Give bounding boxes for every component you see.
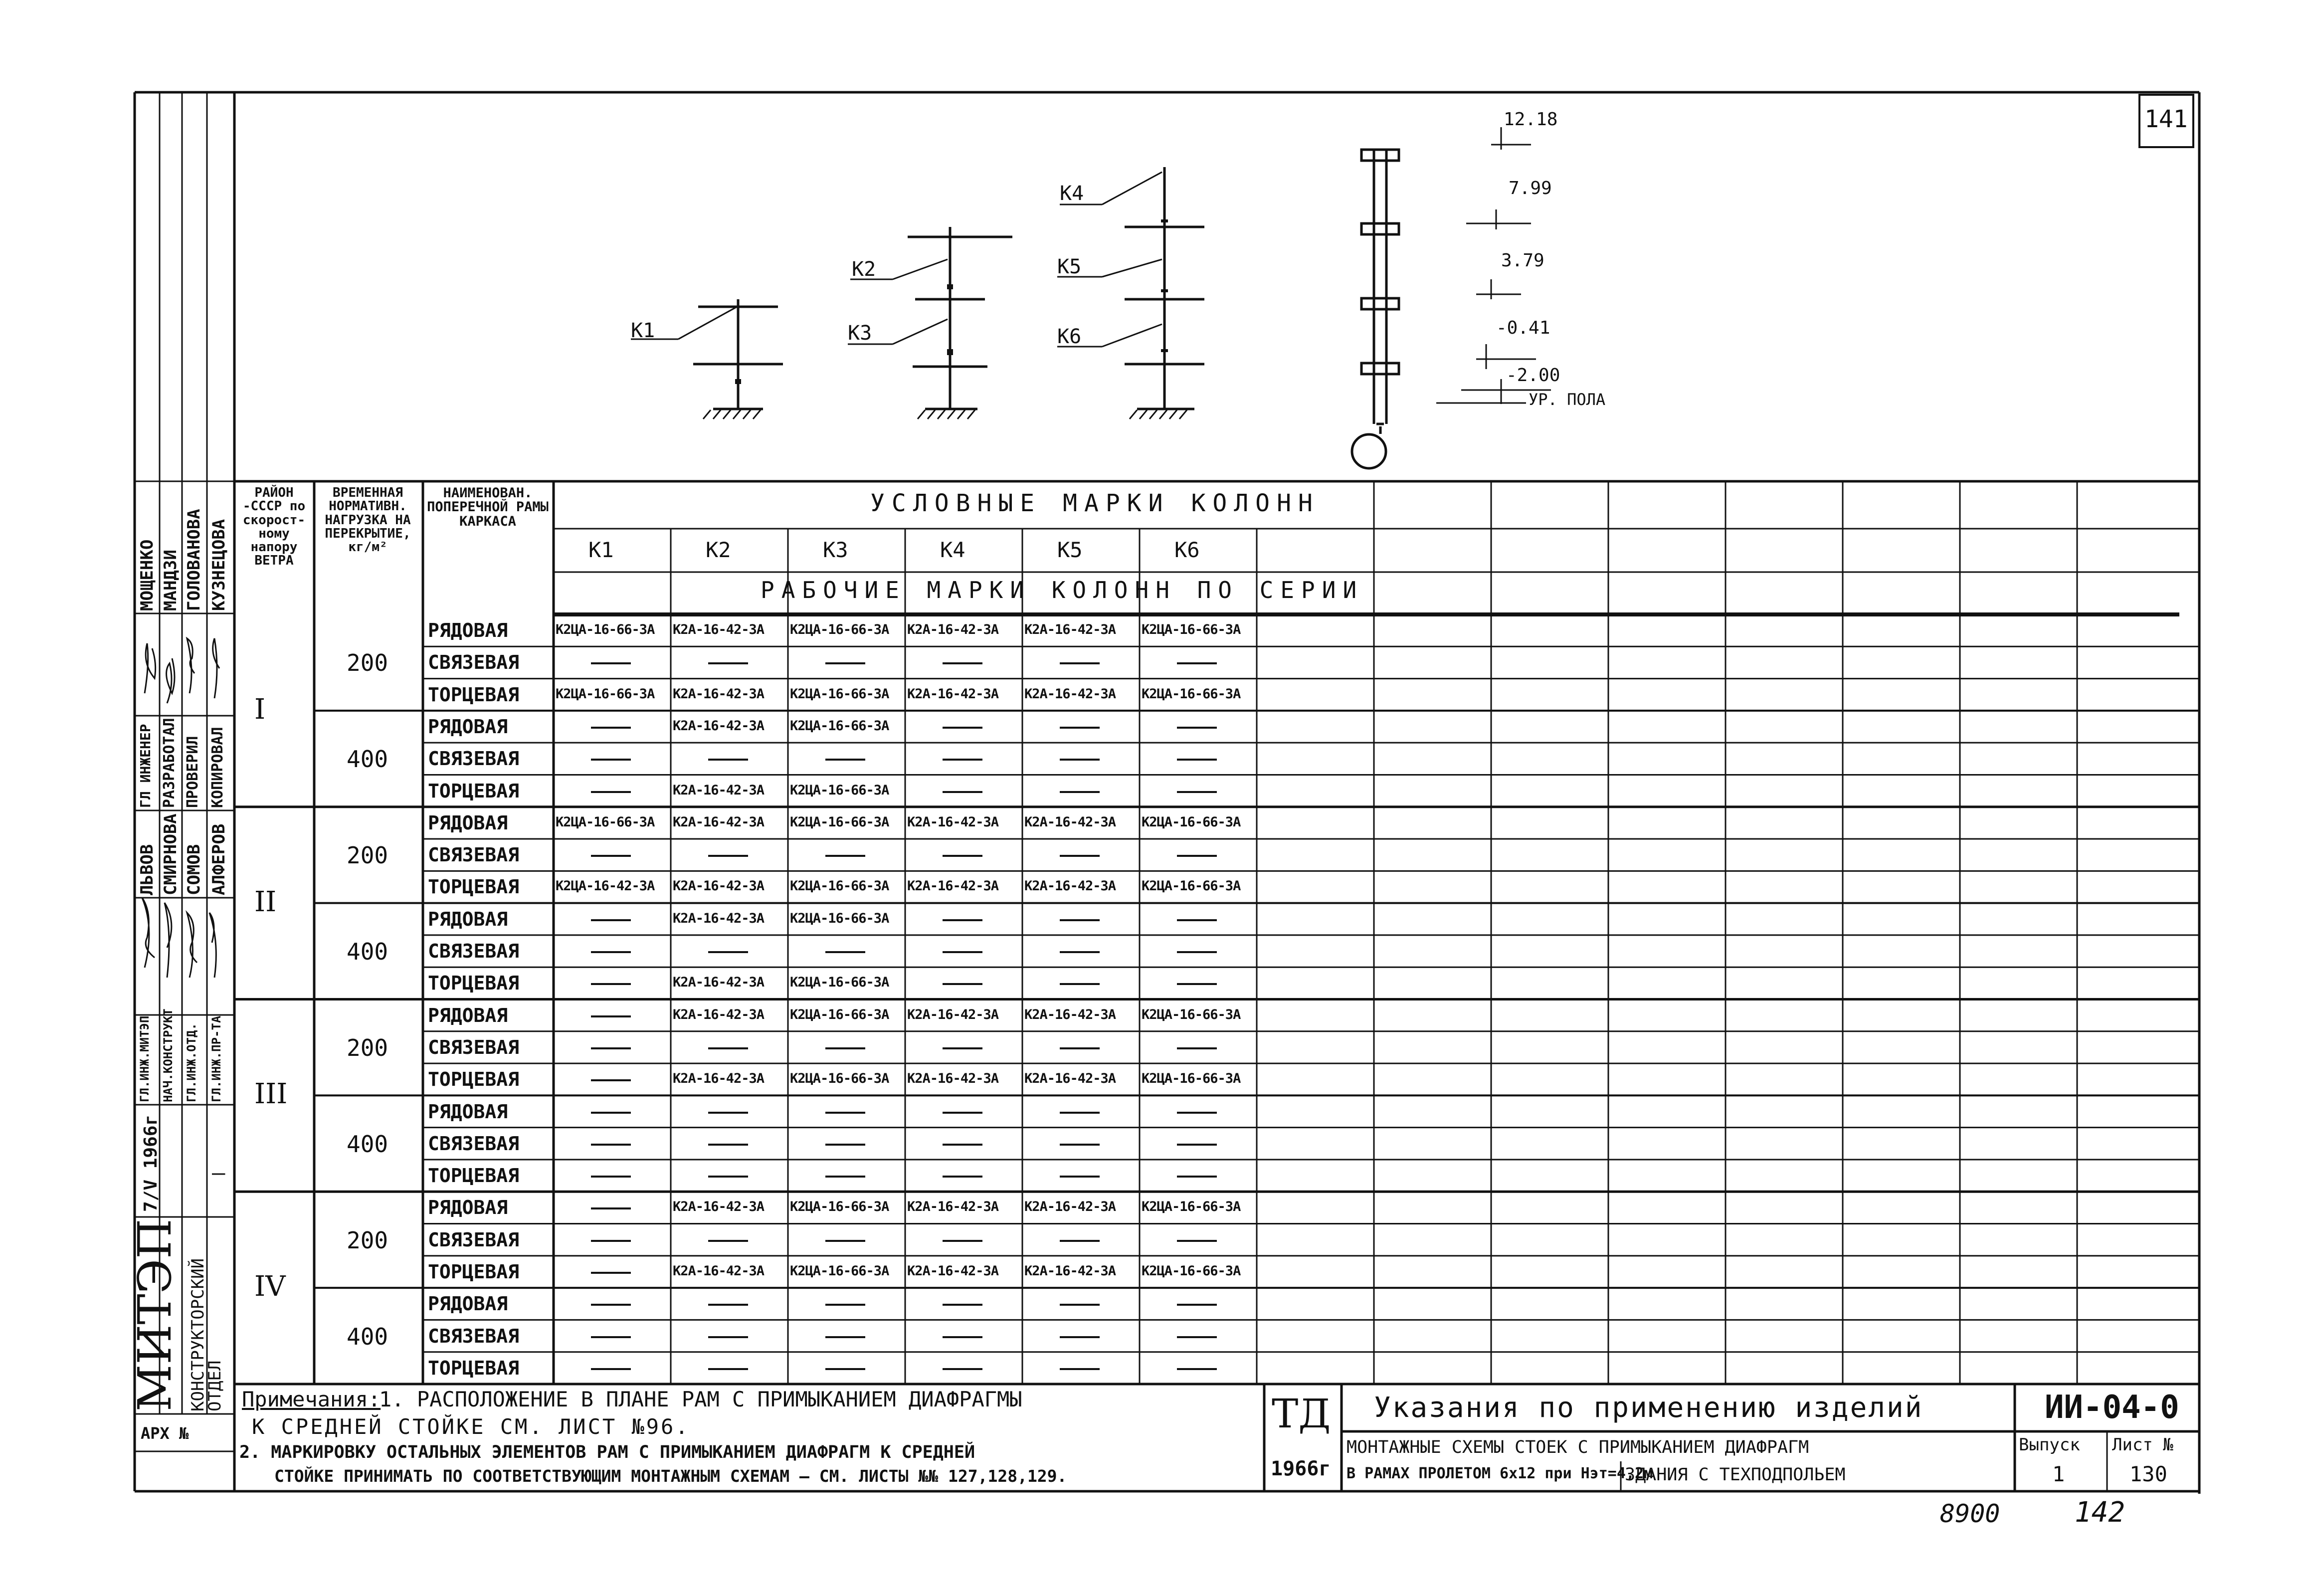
column-mark-cell: К2ЦА-16-66-3А — [790, 1199, 889, 1215]
empty-cell-dash — [943, 1368, 982, 1370]
empty-cell-dash — [825, 1336, 865, 1338]
margin-arch-no: АРХ № — [141, 1424, 189, 1443]
column-mark-cell: К2А-16-42-3А — [673, 718, 765, 734]
empty-cell-dash — [708, 1176, 748, 1178]
column-header-k2: К2 — [706, 538, 731, 562]
empty-cell-dash — [591, 1079, 631, 1081]
empty-cell-dash — [708, 1304, 748, 1306]
margin-name-moshchenko: МОЩЕНКО — [137, 539, 157, 611]
empty-cell-dash — [943, 1047, 982, 1049]
column-mark-cell: К2А-16-42-3А — [1024, 622, 1116, 638]
column-mark-cell: К2А-16-42-3А — [1024, 1199, 1116, 1215]
empty-cell-dash — [1060, 1176, 1100, 1178]
column-mark-cell: К2А-16-42-3А — [907, 814, 999, 830]
frame-name: ТОРЦЕВАЯ — [428, 1165, 520, 1187]
frame-name: ТОРЦЕВАЯ — [428, 972, 520, 995]
margin-org-mitep: МИТЭП — [128, 1218, 182, 1411]
column-mark-cell: К2А-16-42-3А — [673, 1263, 765, 1279]
margin-name-smirnova: СМИРНОВА — [161, 813, 181, 895]
margin-role-chief-mitep: ГЛ.ИНЖ.МИТЭП — [138, 1015, 152, 1102]
empty-cell-dash — [591, 1304, 631, 1306]
margin-name-lvov: ЛЬВОВ — [137, 844, 157, 895]
column-header-k3: К3 — [823, 538, 848, 562]
empty-cell-dash — [1060, 759, 1100, 761]
column-mark-cell: К2ЦА-16-66-3А — [556, 622, 655, 638]
column-mark-cell: К2ЦА-16-66-3А — [790, 910, 889, 926]
frame-name: ТОРЦЕВАЯ — [428, 876, 520, 898]
empty-cell-dash — [1060, 1336, 1100, 1338]
frame-name: РЯДОВАЯ — [428, 1004, 508, 1026]
empty-cell-dash — [943, 662, 982, 664]
column-header-k4: К4 — [940, 538, 965, 562]
empty-cell-dash — [1177, 919, 1217, 921]
empty-cell-dash — [943, 1304, 982, 1306]
column-mark-cell: К2ЦА-16-42-3А — [556, 878, 655, 894]
frame-name: СВЯЗЕВАЯ — [428, 940, 520, 963]
empty-cell-dash — [708, 759, 748, 761]
empty-cell-dash — [1060, 919, 1100, 921]
empty-cell-dash — [825, 759, 865, 761]
empty-cell-dash — [591, 1207, 631, 1209]
frame-name: СВЯЗЕВАЯ — [428, 844, 520, 866]
empty-cell-dash — [1177, 791, 1217, 793]
frame-name: СВЯЗЕВАЯ — [428, 748, 520, 770]
region-label: I — [254, 693, 266, 726]
empty-cell-dash — [1177, 1144, 1217, 1146]
region-label: II — [254, 885, 277, 918]
frame-name: ТОРЦЕВАЯ — [428, 1260, 520, 1283]
note-2a: 2. МАРКИРОВКУ ОСТАЛЬНЫХ ЭЛЕМЕНТОВ РАМ С ПРИМЫКАНИЕМ ДИАФРАГМ К СРЕДНЕЙ — [239, 1442, 975, 1462]
empty-cell-dash — [591, 791, 631, 793]
frame-name: СВЯЗЕВАЯ — [428, 1325, 520, 1347]
column-mark-cell: К2ЦА-16-66-3А — [790, 878, 889, 894]
empty-cell-dash — [825, 662, 865, 664]
header-series-title: РАБОЧИЕ МАРКИ КОЛОНН ПО СЕРИИ — [761, 577, 1364, 603]
margin-role-chief-project: ГЛ.ИНЖ.ПР-ТА — [209, 1015, 223, 1102]
frame-name: ТОРЦЕВАЯ — [428, 683, 520, 706]
empty-cell-dash — [708, 1240, 748, 1242]
header-frame: НАИМЕНОВАН. ПОПЕРЕЧНОЙ РАМЫ КАРКАСА — [427, 485, 549, 529]
frame-name: РЯДОВАЯ — [428, 1293, 508, 1315]
empty-cell-dash — [943, 791, 982, 793]
empty-cell-dash — [708, 1047, 748, 1049]
empty-cell-dash — [591, 951, 631, 953]
column-mark-cell: К2А-16-42-3А — [907, 686, 999, 702]
column-mark-cell: К2А-16-42-3А — [673, 1006, 765, 1022]
column-header-k6: К6 — [1174, 538, 1200, 562]
empty-cell-dash — [591, 855, 631, 857]
region-label: III — [254, 1078, 288, 1111]
column-mark-cell: К2ЦА-16-66-3А — [790, 975, 889, 991]
frame-name: ТОРЦЕВАЯ — [428, 1068, 520, 1091]
empty-cell-dash — [1060, 1240, 1100, 1242]
column-mark-cell: К2А-16-42-3А — [907, 1199, 999, 1215]
empty-cell-dash — [1177, 951, 1217, 953]
empty-cell-dash — [591, 727, 631, 729]
load-value: 200 — [347, 1226, 388, 1254]
stamp-issue-label: Выпуск — [2019, 1435, 2080, 1455]
frame-name: РЯДОВАЯ — [428, 908, 508, 930]
empty-cell-dash — [1177, 1176, 1217, 1178]
column-mark-cell: К2ЦА-16-66-3А — [790, 814, 889, 830]
column-header-k5: К5 — [1057, 538, 1083, 562]
column-mark-cell: К2ЦА-16-66-3А — [790, 1071, 889, 1087]
empty-cell-dash — [1060, 1368, 1100, 1370]
column-mark-cell: К2ЦА-16-66-3А — [1142, 1199, 1241, 1215]
empty-cell-dash — [943, 1112, 982, 1114]
empty-cell-dash — [1060, 983, 1100, 985]
stamp-code: ИИ-04-0 — [2045, 1389, 2179, 1426]
column-mark-cell: К2А-16-42-3А — [1024, 1006, 1116, 1022]
load-value: 200 — [347, 649, 388, 677]
column-mark-cell: К2ЦА-16-66-3А — [790, 782, 889, 798]
elevation-minus-0-41: -0.41 — [1496, 318, 1550, 338]
frame-name: РЯДОВАЯ — [428, 1100, 508, 1123]
stamp-issue: 1 — [2052, 1462, 2065, 1486]
margin-name-alferov: АЛФЕРОВ — [209, 823, 229, 895]
empty-cell-dash — [943, 1240, 982, 1242]
margin-role-developed: РАЗРАБОТАЛ — [161, 718, 178, 808]
empty-cell-dash — [1060, 791, 1100, 793]
footer-number-2: 142 — [2075, 1496, 2125, 1529]
empty-cell-dash — [1177, 855, 1217, 857]
empty-cell-dash — [708, 855, 748, 857]
column-mark-cell: К2А-16-42-3А — [673, 975, 765, 991]
empty-cell-dash — [1177, 759, 1217, 761]
empty-cell-dash — [591, 1144, 631, 1146]
column-mark-cell: К2ЦА-16-66-3А — [1142, 1006, 1241, 1022]
empty-cell-dash — [1177, 1304, 1217, 1306]
empty-cell-dash — [708, 1336, 748, 1338]
empty-cell-dash — [1177, 662, 1217, 664]
empty-cell-dash — [1177, 983, 1217, 985]
column-mark-cell: К2А-16-42-3А — [1024, 1071, 1116, 1087]
load-value: 200 — [347, 842, 388, 869]
empty-cell-dash — [591, 919, 631, 921]
empty-cell-dash — [1060, 1047, 1100, 1049]
column-mark-cell: К2ЦА-16-66-3А — [556, 814, 655, 830]
empty-cell-dash — [1060, 662, 1100, 664]
notes-title: Примечания: — [242, 1387, 381, 1411]
empty-cell-dash — [1177, 1047, 1217, 1049]
elevation-minus-2-00: -2.00 — [1506, 365, 1560, 386]
elevation-12-18: 12.18 — [1504, 109, 1558, 130]
column-mark-cell: К2ЦА-16-66-3А — [790, 686, 889, 702]
stamp-subtitle-1: МОНТАЖНЫЕ СХЕМЫ СТОЕК С ПРИМЫКАНИЕМ ДИАФРАГМ — [1347, 1437, 1809, 1457]
column-header-k1: К1 — [588, 538, 614, 562]
stamp-td: ТД — [1272, 1391, 1331, 1437]
empty-cell-dash — [825, 1112, 865, 1114]
column-mark-cell: К2А-16-42-3А — [1024, 814, 1116, 830]
column-mark-cell: К2А-16-42-3А — [1024, 686, 1116, 702]
load-value: 200 — [347, 1034, 388, 1061]
column-mark-cell: К2А-16-42-3А — [1024, 1263, 1116, 1279]
column-mark-cell: К2ЦА-16-66-3А — [1142, 686, 1241, 702]
stamp-sheet-label: Лист № — [2112, 1435, 2173, 1455]
column-mark-cell: К2А-16-42-3А — [907, 622, 999, 638]
empty-cell-dash — [943, 855, 982, 857]
empty-cell-dash — [943, 759, 982, 761]
diagram-label-k6: К6 — [1057, 325, 1082, 348]
empty-cell-dash — [1177, 1240, 1217, 1242]
empty-cell-dash — [708, 951, 748, 953]
diagram-label-k5: К5 — [1057, 255, 1082, 278]
empty-cell-dash — [1060, 1112, 1100, 1114]
margin-dash: – — [212, 1160, 225, 1186]
frame-name: СВЯЗЕВАЯ — [428, 1132, 520, 1155]
empty-cell-dash — [1060, 855, 1100, 857]
empty-cell-dash — [1060, 951, 1100, 953]
diagram-label-k1: К1 — [631, 319, 655, 342]
column-mark-cell: К2ЦА-16-66-3А — [1142, 1071, 1241, 1087]
footer-number-1: 8900 — [1940, 1499, 2000, 1528]
margin-role-chief-engineer: ГЛ ИНЖЕНЕР — [137, 724, 154, 808]
empty-cell-dash — [1177, 727, 1217, 729]
column-mark-cell: К2А-16-42-3А — [673, 910, 765, 926]
margin-role-checked: ПРОВЕРИЛ — [184, 736, 201, 808]
stamp-subtitle-2a: В РАМАХ ПРОЛЕТОМ 6х12 при Hэт=4,2м — [1347, 1465, 1653, 1482]
empty-cell-dash — [1177, 1112, 1217, 1114]
column-mark-cell: К2А-16-42-3А — [907, 878, 999, 894]
stamp-sheet: 130 — [2129, 1462, 2167, 1486]
empty-cell-dash — [591, 662, 631, 664]
frame-name: СВЯЗЕВАЯ — [428, 1228, 520, 1251]
load-value: 400 — [347, 938, 388, 966]
empty-cell-dash — [825, 855, 865, 857]
column-mark-cell: К2ЦА-16-66-3А — [790, 1006, 889, 1022]
header-load: ВРЕМЕННАЯ НОРМАТИВН. НАГРУЗКА НА ПЕРЕКРЫТИЕ, кг/м² — [325, 485, 411, 555]
column-mark-cell: К2А-16-42-3А — [673, 1199, 765, 1215]
frame-name: ТОРЦЕВАЯ — [428, 780, 520, 802]
empty-cell-dash — [591, 1368, 631, 1370]
margin-role-head-design: НАЧ.КОНСТРУКТ — [161, 1008, 175, 1102]
header-marks-title: УСЛОВНЫЕ МАРКИ КОЛОНН — [870, 489, 1320, 517]
diagram-label-k2: К2 — [852, 258, 876, 281]
empty-cell-dash — [1060, 727, 1100, 729]
empty-cell-dash — [1177, 1336, 1217, 1338]
empty-cell-dash — [591, 1336, 631, 1338]
column-mark-cell: К2А-16-42-3А — [907, 1006, 999, 1022]
diagram-label-k4: К4 — [1060, 182, 1084, 205]
empty-cell-dash — [943, 1336, 982, 1338]
column-mark-cell: К2ЦА-16-66-3А — [1142, 878, 1241, 894]
frame-name: РЯДОВАЯ — [428, 619, 508, 642]
empty-cell-dash — [708, 1112, 748, 1114]
empty-cell-dash — [1060, 1304, 1100, 1306]
column-mark-cell: К2А-16-42-3А — [1024, 878, 1116, 894]
column-mark-cell: К2ЦА-16-66-3А — [790, 622, 889, 638]
note-1a: 1. РАСПОЛОЖЕНИЕ В ПЛАНЕ РАМ С ПРИМЫКАНИЕМ ДИАФРАГМЫ — [379, 1387, 1022, 1411]
empty-cell-dash — [591, 1112, 631, 1114]
empty-cell-dash — [825, 1144, 865, 1146]
frame-name: РЯДОВАЯ — [428, 716, 508, 738]
column-mark-cell: К2А-16-42-3А — [673, 1071, 765, 1087]
elevation-7-99: 7.99 — [1509, 178, 1552, 199]
empty-cell-dash — [591, 759, 631, 761]
column-mark-cell: К2А-16-42-3А — [673, 782, 765, 798]
margin-name-somov: СОМОВ — [184, 844, 204, 895]
column-mark-cell: К2ЦА-16-66-3А — [1142, 814, 1241, 830]
load-value: 400 — [347, 746, 388, 773]
stamp-title: Указания по применению изделий — [1374, 1392, 1924, 1424]
frame-name: РЯДОВАЯ — [428, 1197, 508, 1219]
sheet-corner-number: 141 — [2144, 105, 2188, 133]
frame-name: ТОРЦЕВАЯ — [428, 1357, 520, 1379]
column-mark-cell: К2А-16-42-3А — [907, 1263, 999, 1279]
empty-cell-dash — [943, 1176, 982, 1178]
column-mark-cell: К2ЦА-16-66-3А — [556, 686, 655, 702]
empty-cell-dash — [708, 1144, 748, 1146]
floor-level-label: УР. ПОЛА — [1529, 390, 1606, 409]
empty-cell-dash — [825, 1368, 865, 1370]
empty-cell-dash — [591, 1272, 631, 1274]
margin-name-mandzi: МАНДЗИ — [161, 550, 181, 611]
margin-name-kuznetsova: КУЗНЕЦОВА — [209, 519, 229, 611]
region-label: IV — [254, 1270, 286, 1303]
empty-cell-dash — [591, 1047, 631, 1049]
empty-cell-dash — [825, 1240, 865, 1242]
stamp-year: 1966г — [1271, 1457, 1331, 1480]
margin-dept: КОНСТРУКТОРСКИЙ ОТДЕЛ — [188, 1258, 225, 1411]
empty-cell-dash — [825, 1047, 865, 1049]
note-1b: К СРЕДНЕЙ СТОЙКЕ СМ. ЛИСТ №96. — [252, 1414, 690, 1439]
empty-cell-dash — [943, 1144, 982, 1146]
load-value: 400 — [347, 1323, 388, 1350]
frame-name: РЯДОВАЯ — [428, 811, 508, 834]
column-mark-cell: К2А-16-42-3А — [673, 878, 765, 894]
elevation-3-79: 3.79 — [1501, 250, 1544, 271]
diagram-label-k3: К3 — [848, 322, 872, 345]
column-mark-cell: К2ЦА-16-66-3А — [1142, 1263, 1241, 1279]
empty-cell-dash — [591, 983, 631, 985]
empty-cell-dash — [591, 1176, 631, 1178]
empty-cell-dash — [943, 727, 982, 729]
empty-cell-dash — [943, 919, 982, 921]
frame-name: СВЯЗЕВАЯ — [428, 1036, 520, 1058]
header-region: РАЙОН -СССР по скорост-ному напору ВЕТРА — [242, 485, 306, 569]
margin-date: 7/V 1966г — [141, 1114, 161, 1212]
empty-cell-dash — [943, 951, 982, 953]
empty-cell-dash — [591, 1240, 631, 1242]
column-mark-cell: К2ЦА-16-66-3А — [790, 1263, 889, 1279]
frame-name: СВЯЗЕВАЯ — [428, 651, 520, 674]
empty-cell-dash — [708, 1368, 748, 1370]
empty-cell-dash — [1060, 1144, 1100, 1146]
column-mark-cell: К2А-16-42-3А — [907, 1071, 999, 1087]
empty-cell-dash — [591, 1015, 631, 1017]
empty-cell-dash — [825, 1304, 865, 1306]
load-value: 400 — [347, 1130, 388, 1158]
empty-cell-dash — [708, 662, 748, 664]
note-2b: СТОЙКЕ ПРИНИМАТЬ ПО СООТВЕТСТВУЮЩИМ МОНТАЖНЫМ СХЕМАМ – СМ. ЛИСТЫ №№ 127,128,129. — [274, 1466, 1067, 1486]
margin-name-golovanova: ГОЛОВАНОВА — [184, 509, 204, 611]
empty-cell-dash — [825, 1176, 865, 1178]
margin-role-chief-dept: ГЛ.ИНЖ.ОТД. — [185, 1023, 198, 1102]
column-mark-cell: К2ЦА-16-66-3А — [790, 718, 889, 734]
column-mark-cell: К2А-16-42-3А — [673, 686, 765, 702]
margin-role-copied: КОПИРОВАЛ — [209, 727, 226, 808]
column-mark-cell: К2ЦА-16-66-3А — [1142, 622, 1241, 638]
empty-cell-dash — [825, 951, 865, 953]
column-mark-cell: К2А-16-42-3А — [673, 814, 765, 830]
stamp-subtitle-2b: ЗДАНИЯ С ТЕХПОДПОЛЬЕМ — [1625, 1465, 1846, 1485]
empty-cell-dash — [1177, 1368, 1217, 1370]
column-mark-cell: К2А-16-42-3А — [673, 622, 765, 638]
empty-cell-dash — [943, 983, 982, 985]
